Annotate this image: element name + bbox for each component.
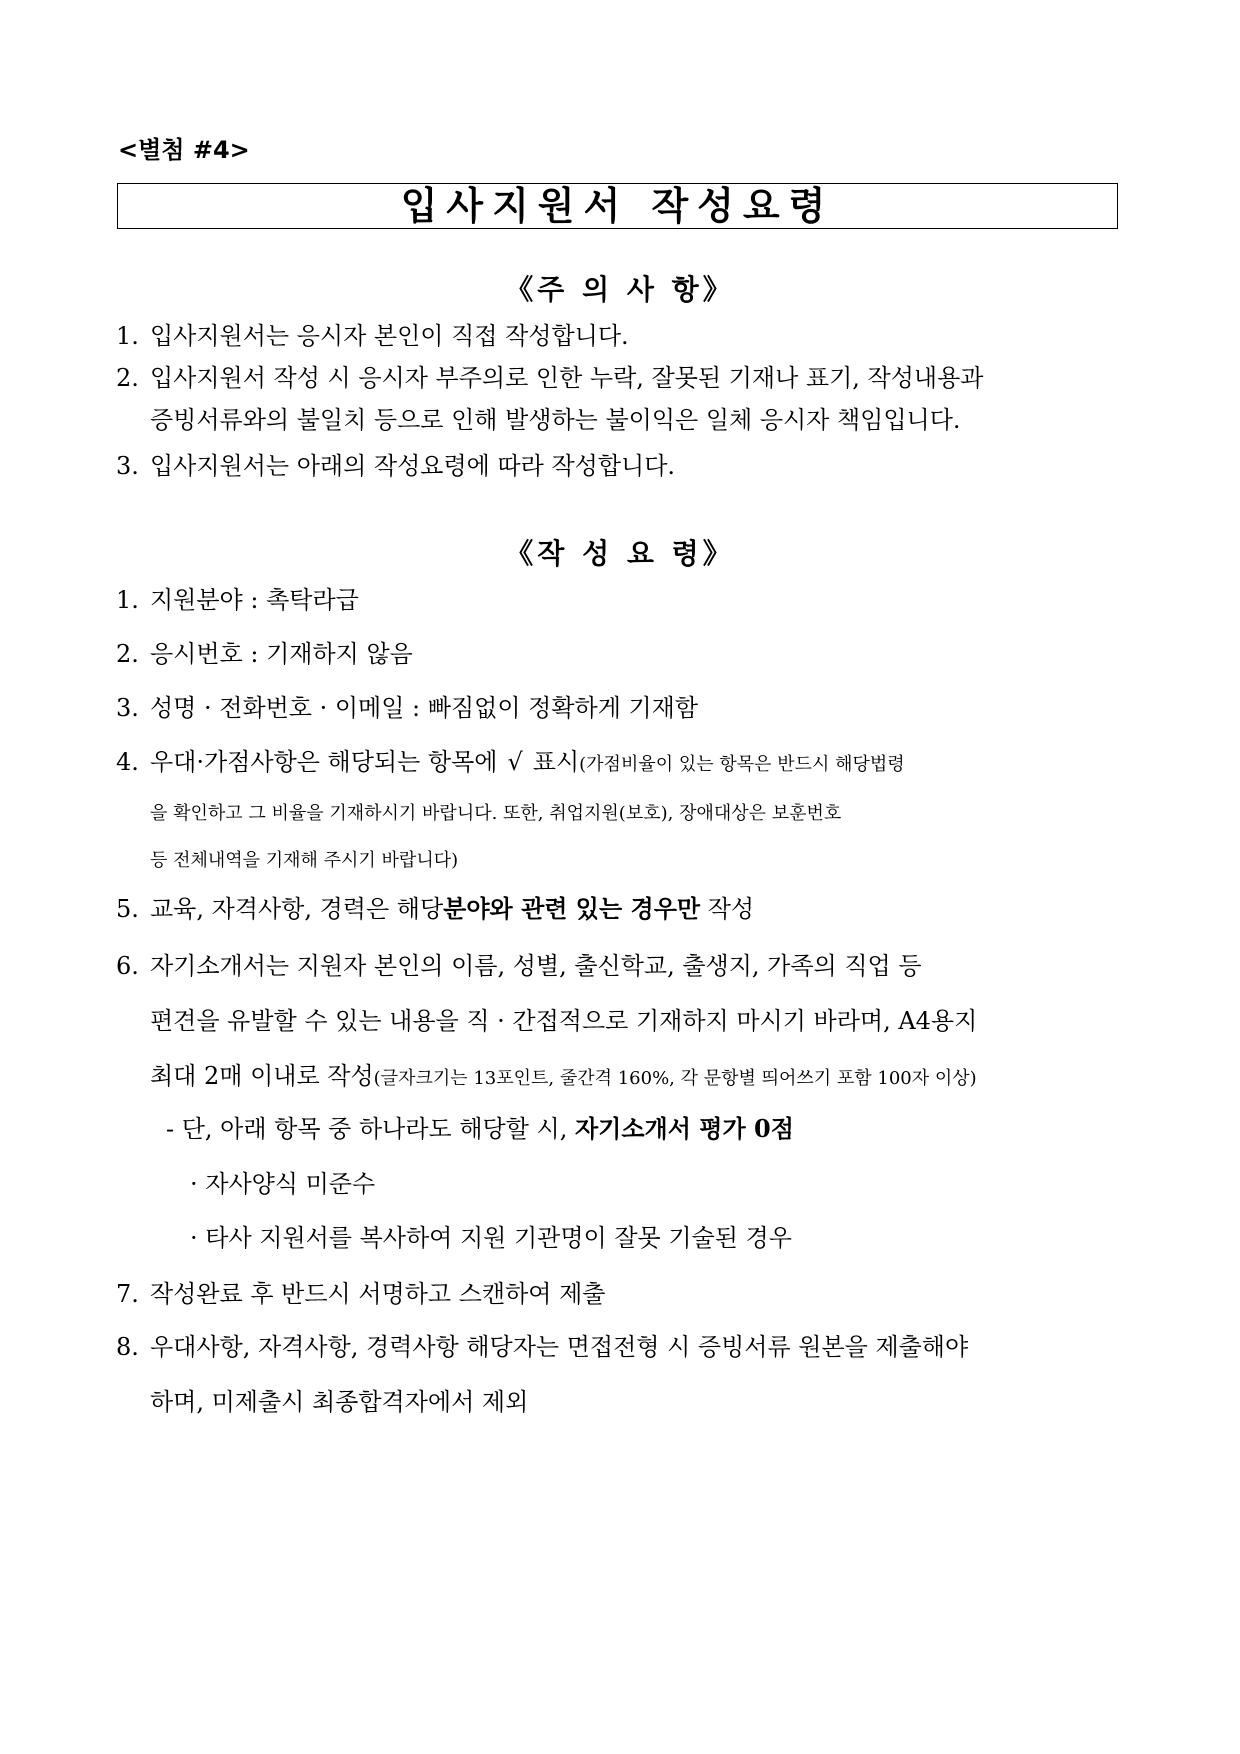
item-number: 2. <box>116 364 139 392</box>
item-text-end: 작성 <box>707 895 755 923</box>
item-text-continued: 하며, 미제출시 최종합격자에서 제외 <box>150 1388 529 1416</box>
item-number: 7. <box>116 1280 139 1308</box>
title-box <box>117 183 1118 229</box>
item-text: 성명 · 전화번호 · 이메일 : 빠짐없이 정확하게 기재함 <box>150 694 699 722</box>
item-number: 6. <box>116 952 139 980</box>
item-number: 1. <box>116 586 139 614</box>
item-text-mark: 표시 <box>532 748 580 776</box>
item-number: 3. <box>116 452 139 480</box>
item-text: 입사지원서는 응시자 본인이 직접 작성합니다. <box>150 322 629 350</box>
item-text: 입사지원서 작성 시 응시자 부주의로 인한 누락, 잘못된 기재나 표기, 작성내용과 <box>150 364 984 392</box>
attachment-label: <별첨 #4> <box>118 136 250 164</box>
bullet-text: · 자사양식 미준수 <box>190 1170 376 1198</box>
caution-heading: 《주 의 사 항》 <box>505 273 735 306</box>
item-text: 응시번호 : 기재하지 않음 <box>150 640 413 668</box>
item-text-continued <box>150 1062 977 1091</box>
item-text: 입사지원서는 아래의 작성요령에 따라 작성합니다. <box>150 452 676 480</box>
item-text: 지원분야 : 촉탁라급 <box>150 586 359 614</box>
item-number: 1. <box>116 322 139 350</box>
sub-item-text <box>166 1115 794 1144</box>
item-number: 3. <box>116 694 139 722</box>
item-text <box>150 895 754 924</box>
item-text: 작성완료 후 반드시 서명하고 스캔하여 제출 <box>150 1280 606 1308</box>
item-number: 4. <box>116 748 139 776</box>
item-text-main: 우대·가점사항은 해당되는 항목에 <box>150 748 498 776</box>
item-text-emphasis: 분야와 관련 있는 경우만 <box>443 894 701 923</box>
document-title: 입사지원서 작성요령 <box>400 183 835 228</box>
item-note-continued: 을 확인하고 그 비율을 기재하시기 바랍니다. 또한, 취업지원(보호), 장애대상은 보훈번호 <box>150 803 842 824</box>
guide-heading: 《작 성 요 령》 <box>505 537 735 570</box>
item-number: 5. <box>116 895 139 923</box>
item-text-main: 교육, 자격사항, 경력은 해당 <box>150 895 444 923</box>
bullet-text: · 타사 지원서를 복사하여 지원 기관명이 잘못 기술된 경우 <box>190 1224 792 1252</box>
item-number: 2. <box>116 640 139 668</box>
item-text: 자기소개서는 지원자 본인의 이름, 성별, 출신학교, 출생지, 가족의 직업 등 <box>150 952 922 980</box>
item-note: (가점비율이 있는 항목은 반드시 해당법령 <box>579 754 905 775</box>
item-note: (글자크기는 13포인트, 줄간격 160%, 각 문항별 띄어쓰기 포함 100자 이상) <box>373 1068 977 1089</box>
item-text-continued: 증빙서류와의 불일치 등으로 인해 발생하는 불이익은 일체 응시자 책임입니다. <box>150 406 961 434</box>
item-text <box>150 748 905 777</box>
item-note-continued: 등 전체내역을 기재해 주시기 바랍니다) <box>150 850 459 871</box>
item-text: 우대사항, 자격사항, 경력사항 해당자는 면접전형 시 증빙서류 원본을 제출해야 <box>150 1333 969 1361</box>
check-mark-icon: √ <box>507 748 523 776</box>
sub-item-emphasis: 자기소개서 평가 0점 <box>575 1114 794 1143</box>
item-text-continued: 편견을 유발할 수 있는 내용을 직 · 간접적으로 기재하지 마시기 바라며, A4용지 <box>150 1007 978 1035</box>
item-text-main: 최대 2매 이내로 작성 <box>150 1062 374 1090</box>
item-number: 8. <box>116 1333 139 1361</box>
sub-item-main: - 단, 아래 항목 중 하나라도 해당할 시, <box>166 1115 568 1143</box>
